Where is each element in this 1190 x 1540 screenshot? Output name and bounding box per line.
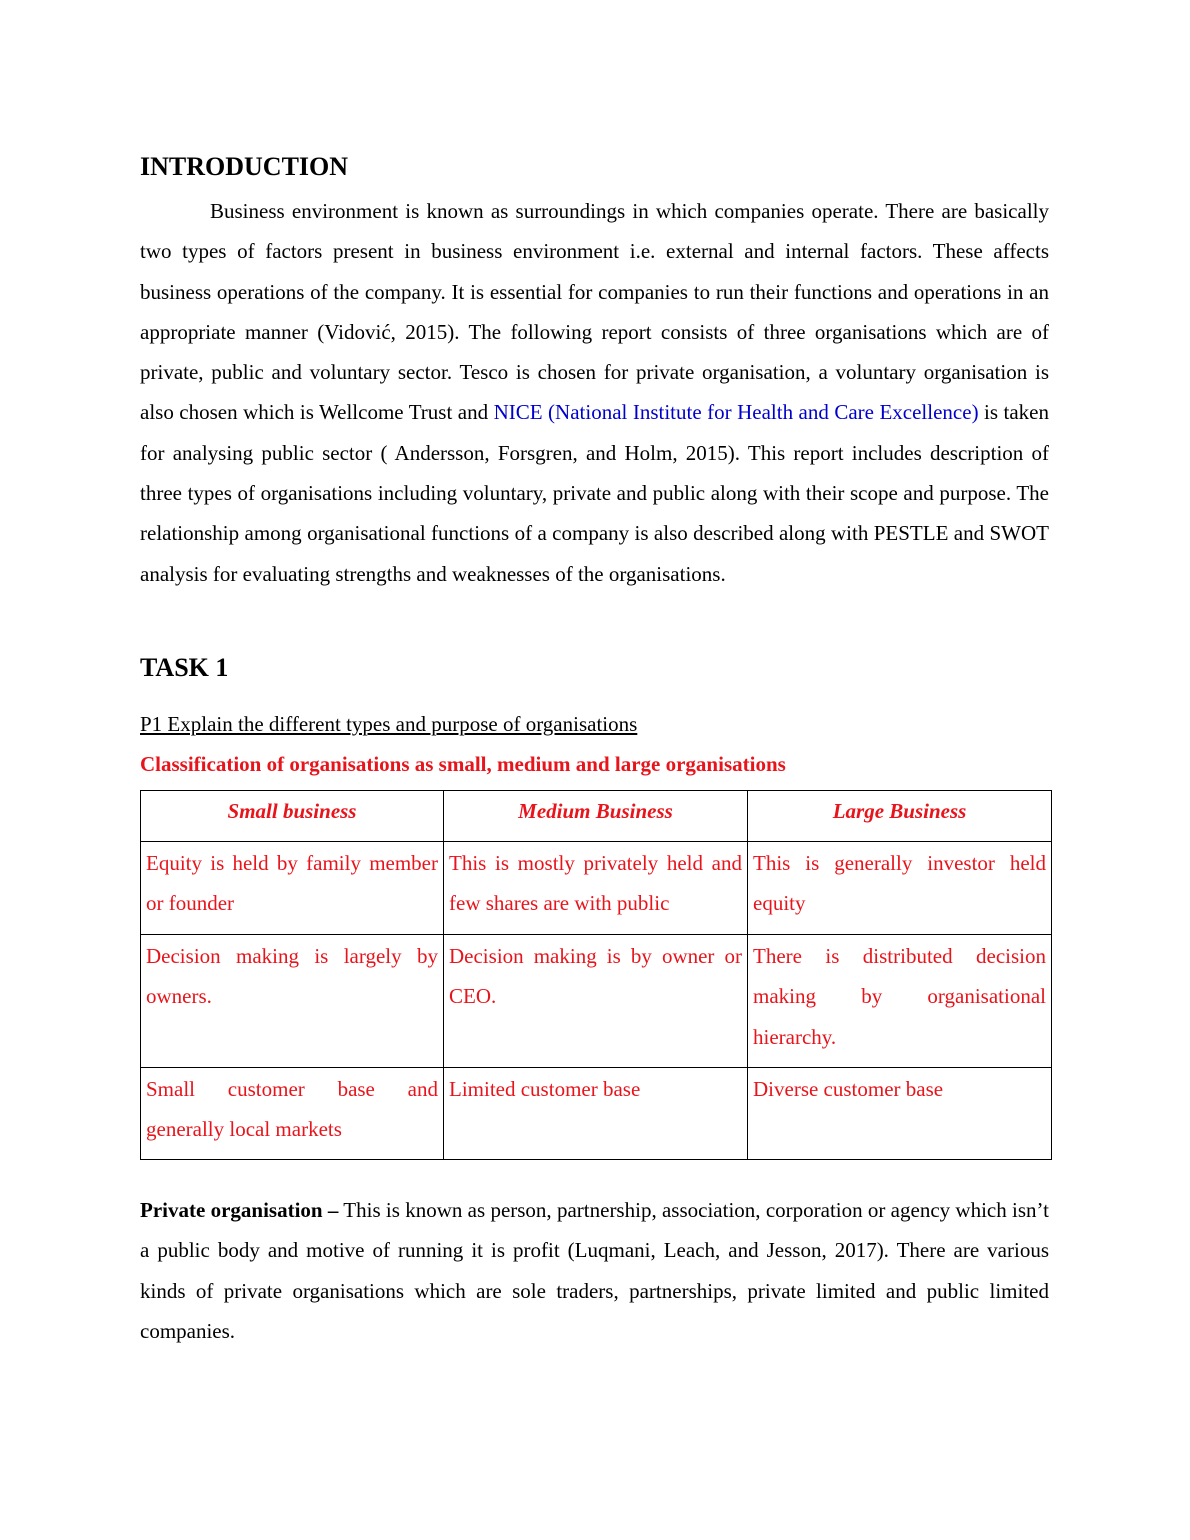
table-cell: This is generally investor held equity <box>748 842 1052 935</box>
table-cell: Diverse customer base <box>748 1068 1052 1160</box>
task-heading: TASK 1 <box>140 653 229 682</box>
private-organisation-text: This is known as person, partnership, association, corporation or agency which isn’t a public body and motive of running it is profit (Luqmani, Leach, and Jesson, 2017). There are various kinds of private organisations which are sole traders, partnerships, private limited and public limited companies. <box>140 1198 1049 1343</box>
private-organisation-label: Private organisation – <box>140 1198 339 1222</box>
table-row <box>141 1068 1052 1160</box>
table-cell: Small customer base and generally local markets <box>141 1068 444 1160</box>
table-cell: There is distributed decision making by organisational hierarchy. <box>748 935 1052 1068</box>
introduction-heading: INTRODUCTION <box>140 152 349 181</box>
introduction-paragraph <box>140 191 1049 594</box>
table-row <box>141 935 1052 1068</box>
table-cell: Equity is held by family member or founder <box>141 842 444 935</box>
intro-text-start: Business environment is known as surroundings in which companies operate. There are basically two types of factors present in business environment i.e. external and internal factors. These affects business operations of the company. It is essential for companies to run their functions and operations in an appropriate manner (Vidović, 2015). The following report consists of three organisations which are of private, public and voluntary sector. Tesco is chosen for private organisation, a voluntary organisation is also chosen which is Wellcome Trust and <box>140 199 1049 425</box>
table-cell: Decision making is by owner or CEO. <box>444 935 748 1068</box>
table-cell: Decision making is largely by owners. <box>141 935 444 1068</box>
header-medium-business: Medium Business <box>444 791 748 842</box>
classification-table <box>140 790 1052 1160</box>
table-row <box>141 842 1052 935</box>
p1-subheading: P1 Explain the different types and purpose of organisations <box>140 712 638 736</box>
table-cell: Limited customer base <box>444 1068 748 1160</box>
classification-title: Classification of organisations as small, medium and large organisations <box>140 752 786 776</box>
table-header-row <box>141 791 1052 842</box>
nice-link[interactable]: NICE (National Institute for Health and Care Excellence) <box>493 400 979 425</box>
intro-text-end: is taken for analysing public sector ( Andersson, Forsgren, and Holm, 2015). This report includes description of three types of organisations including voluntary, private and public along with their scope and purpose. The relationship among organisational functions of a company is also described along with PESTLE and SWOT analysis for evaluating strengths and weaknesses of the organisations. <box>140 400 1050 586</box>
table-cell: This is mostly privately held and few shares are with public <box>444 842 748 935</box>
header-large-business: Large Business <box>748 791 1052 842</box>
header-small-business: Small business <box>141 791 444 842</box>
private-organisation-paragraph <box>140 1190 1049 1351</box>
